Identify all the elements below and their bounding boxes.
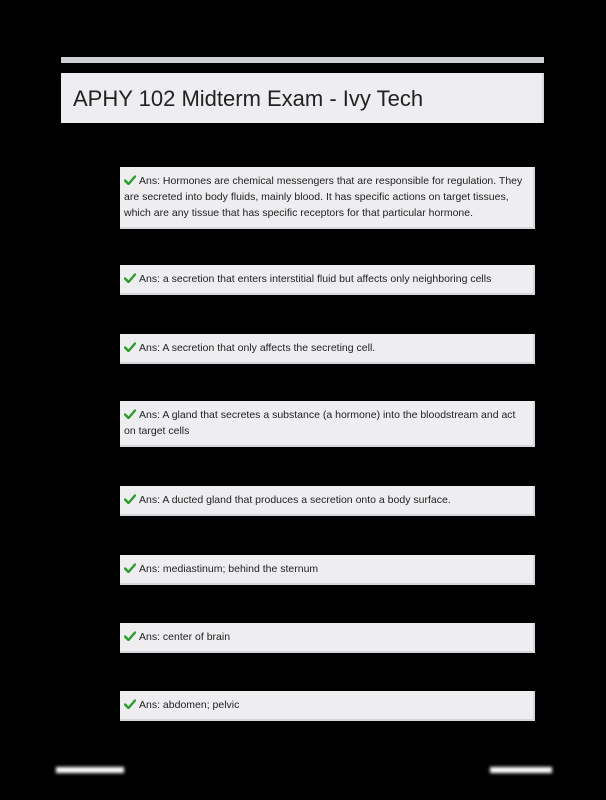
answer-box	[120, 555, 535, 585]
answer-box	[120, 623, 535, 653]
answer-box	[120, 691, 535, 721]
document-title: APHY 102 Midterm Exam - Ivy Tech	[73, 86, 424, 111]
answer-text: Ans: mediastinum; behind the sternum	[139, 563, 319, 575]
answer-text: Ans: abdomen; pelvic	[139, 699, 240, 711]
answer-box	[120, 486, 535, 516]
answer-box	[120, 167, 535, 229]
answer-box	[120, 334, 535, 364]
answer-box	[120, 401, 535, 447]
header-rule	[61, 57, 544, 63]
answer-text: Ans: Hormones are chemical messengers that are responsible for regulation. They are secreted into body fluids, mainly blood. It has specific actions on target tissues, which are any tissue that has specific receptors for that particular hormone.	[124, 175, 523, 219]
check-icon	[124, 563, 136, 573]
title-bar	[61, 73, 544, 123]
footer-right-blurred	[490, 765, 552, 775]
answer-text: Ans: A secretion that only affects the secreting cell.	[139, 342, 376, 354]
check-icon	[124, 631, 136, 641]
answer-box	[120, 265, 535, 295]
answer-text: Ans: a secretion that enters interstitial fluid but affects only neighboring cells	[139, 273, 492, 285]
answer-text: Ans: A ducted gland that produces a secretion onto a body surface.	[139, 494, 451, 506]
check-icon	[124, 409, 136, 419]
check-icon	[124, 494, 136, 504]
footer-left-blurred	[56, 765, 124, 775]
check-icon	[124, 175, 136, 185]
answer-text: Ans: A gland that secretes a substance (a hormone) into the bloodstream and act on target cells	[124, 409, 516, 437]
check-icon	[124, 273, 136, 283]
answer-text: Ans: center of brain	[139, 631, 231, 643]
check-icon	[124, 342, 136, 352]
check-icon	[124, 699, 136, 709]
